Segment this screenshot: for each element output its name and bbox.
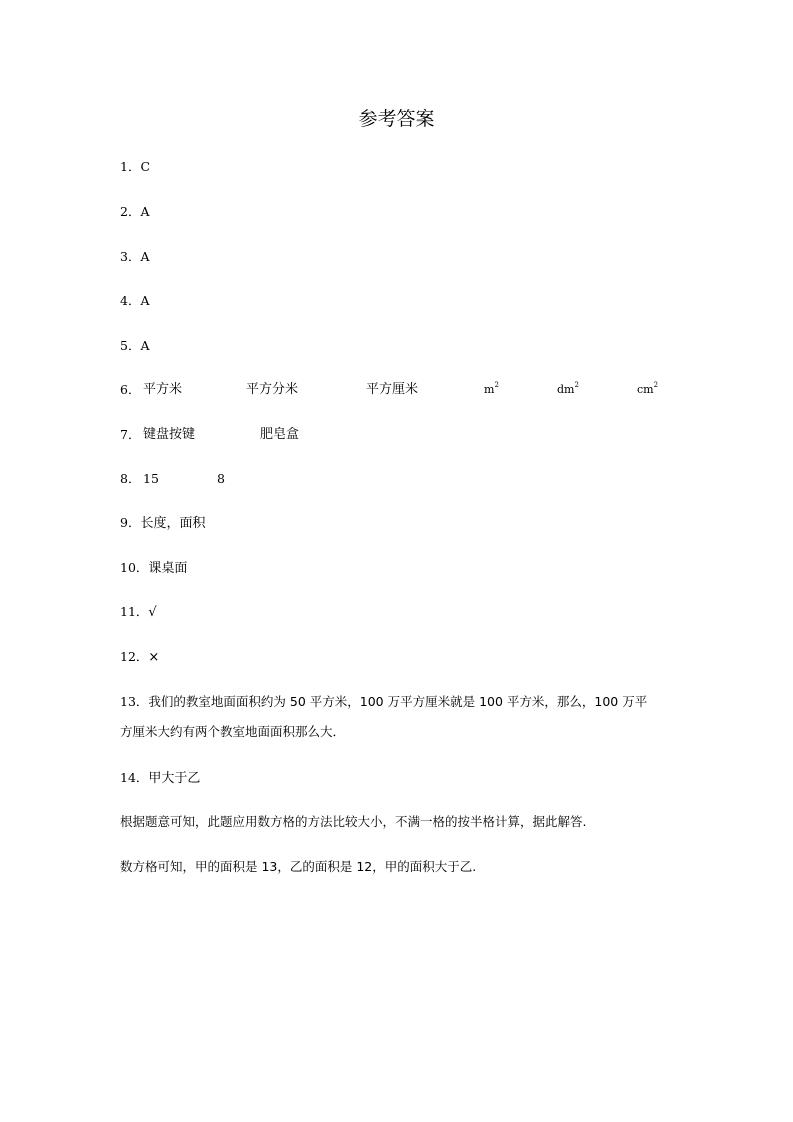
answer-4: 4．A	[120, 293, 150, 308]
page-title: 参考答案	[358, 108, 435, 130]
answer-2: 2．A	[120, 204, 150, 219]
answer-3: 3．A	[120, 249, 150, 264]
answer-11: 11．√	[120, 604, 157, 620]
blank: m	[484, 383, 495, 396]
answer-14: 14．甲大于乙	[120, 770, 201, 786]
answer-5: 5．A	[120, 338, 150, 353]
answer-8: 8． 15 8	[120, 471, 225, 486]
blank: cm	[637, 383, 654, 396]
answer-7: 7． 键盘按键 肥皂盒	[120, 427, 300, 442]
answer-13-cont: 方厘米大约有两个教室地面面积那么大．	[120, 724, 346, 739]
blank: 肥皂盒	[260, 427, 300, 442]
answer-13: 13．我们的教室地面面积约为 50 平方米，100 万平方厘米就是 100 平方米，那么，100 万平	[120, 694, 648, 709]
blank: 平方厘米	[366, 382, 419, 397]
solution-text: 数方格可知，甲的面积是 13，乙的面积是 12，甲的面积大于乙.	[120, 859, 477, 874]
blank: 平方米	[143, 382, 183, 397]
analysis-text: 根据题意可知，此题应用数方格的方法比较大小，不满一格的按半格计算，据此解答.	[120, 814, 587, 829]
answer-10: 10．课桌面	[120, 560, 188, 576]
blank: 15	[143, 471, 159, 486]
answer-1: 1．C	[120, 159, 151, 174]
blank: 8	[217, 471, 225, 486]
blank: 键盘按键	[143, 427, 196, 442]
blank: 平方分米	[246, 382, 299, 397]
answer-num: 6．	[120, 382, 141, 397]
answer-6: 6． 平方米 平方分米 平方厘米 $m^2$ $dm^2$ $cm^2$	[120, 381, 659, 397]
blank: dm	[557, 383, 575, 396]
answer-12: 12．×	[120, 649, 160, 665]
answer-9: 9．长度，面积	[120, 515, 206, 531]
